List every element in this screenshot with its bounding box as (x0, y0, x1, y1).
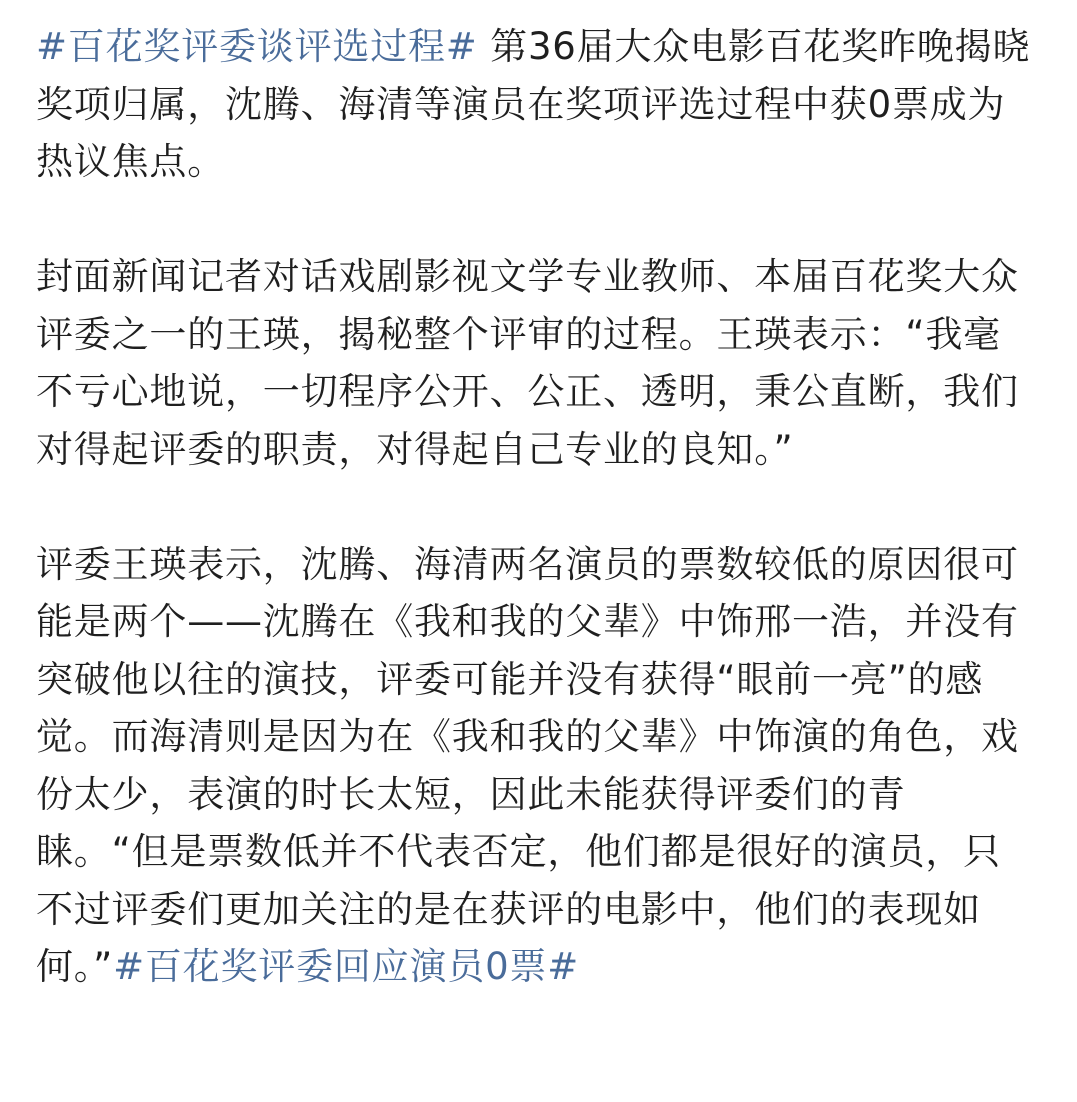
post-paragraph-intro (36, 18, 1036, 191)
post-paragraph-interview (36, 248, 1036, 478)
intro-text: 第36届大众电影百花奖昨晚揭晓奖项归属，沈腾、海清等演员在奖项评选过程中获0票成为热议焦点。 (36, 25, 1031, 183)
explanation-text: 评委王瑛表示，沈腾、海清两名演员的票数较低的原因很可能是两个——沈腾在《我和我的父辈》中饰邢一浩，并没有突破他以往的演技，评委可能并没有获得“眼前一亮”的感觉。而海清则是因为在《我和我的父辈》中饰演的角色，戏份太少，表演的时长太短，因此未能获得评委们的青睐。“但是票数低并不代表否定，他们都是很好的演员，只不过评委们更加关注的是在获评的电影中，他们的表现如何。” (36, 542, 1019, 988)
interview-text: 封面新闻记者对话戏剧影视文学专业教师、本届百花奖大众评委之一的王瑛，揭秘整个评审的过程。王瑛表示：“我毫不亏心地说，一切程序公开、公正、透明，秉公直断，我们对得起评委的职责，对得起自己专业的良知。” (36, 255, 1019, 471)
hashtag-link-review-process[interactable]: #百花奖评委谈评选过程# (36, 25, 478, 68)
weibo-post-body (36, 18, 1036, 1053)
hashtag-link-zero-votes[interactable]: #百花奖评委回应演员0票# (113, 945, 580, 988)
post-paragraph-explanation (36, 536, 1036, 996)
